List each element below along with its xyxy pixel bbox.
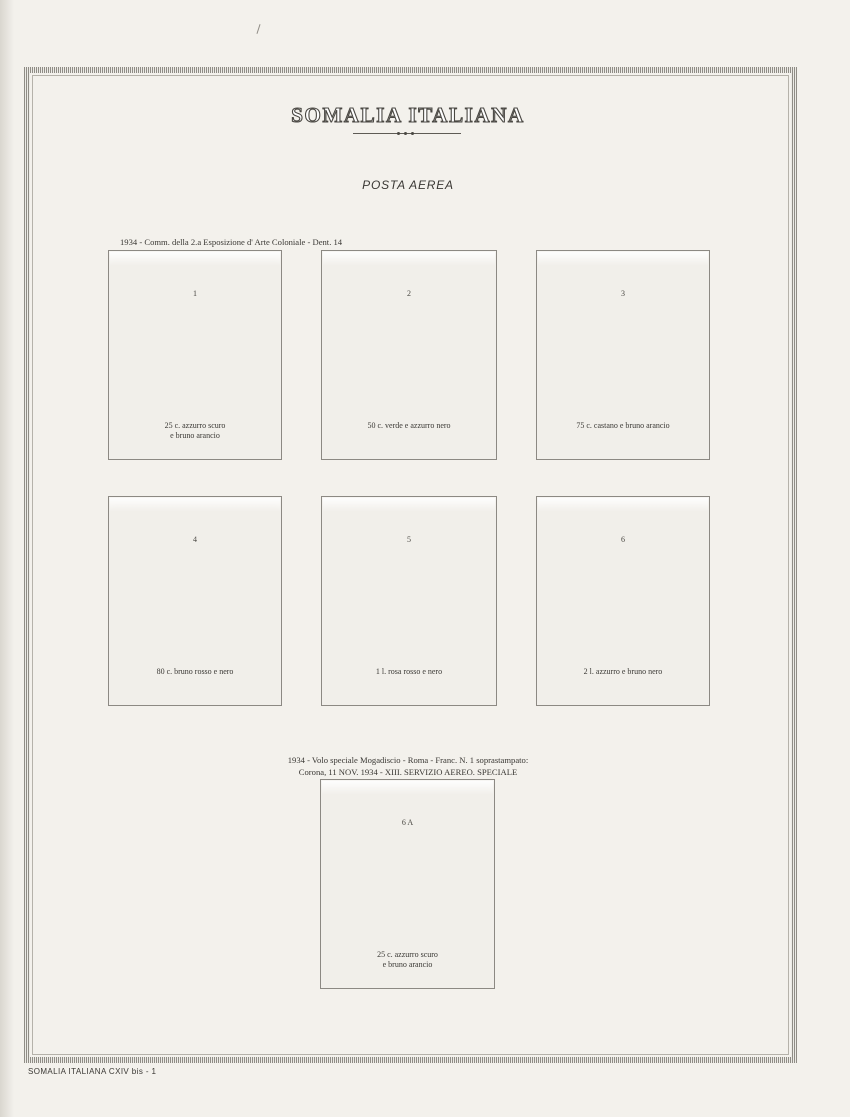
title-ornament [353, 131, 461, 137]
ornament-dot [404, 132, 407, 135]
stamp-mount-1 [108, 250, 282, 460]
stamp-description-line: e bruno arancio [382, 960, 433, 969]
stamp-mount-6a [320, 779, 495, 989]
stamp-number: 1 [193, 289, 197, 298]
series-heading-line: 1934 - Volo speciale Mogadiscio - Roma - Franc. N. 1 soprastampato: [287, 755, 529, 765]
ornament-dot [411, 132, 414, 135]
stamp-number: 2 [407, 289, 411, 298]
stamp-description [322, 421, 496, 431]
stamp-number: 4 [193, 535, 197, 544]
section-title: POSTA AEREA [362, 178, 454, 192]
stamp-description [537, 421, 709, 431]
stamp-number: 5 [407, 535, 411, 544]
stamp-mount-4 [108, 496, 282, 706]
page-footer: SOMALIA ITALIANA CXIV bis - 1 [28, 1067, 157, 1076]
stamp-mount-3 [536, 250, 710, 460]
stamp-description-line: 1 l. rosa rosso e nero [375, 667, 443, 676]
stamp-description-line: 75 c. castano e bruno arancio [576, 421, 670, 430]
stamp-description-line: 50 c. verde e azzurro nero [367, 421, 451, 430]
stray-pencil-mark [256, 24, 260, 34]
series-heading: 1934 - Comm. della 2.a Esposizione d' Arte Coloniale - Dent. 14 [120, 237, 343, 247]
stamp-number: 6 [621, 535, 625, 544]
ornament-dot [397, 132, 400, 135]
stamp-description [321, 950, 494, 970]
series-heading-line: Corona, 11 NOV. 1934 - XIII. SERVIZIO AEREO. SPECIALE [298, 767, 518, 777]
stamp-description-line: 80 c. bruno rosso e nero [156, 667, 234, 676]
series-heading [0, 754, 816, 778]
stamp-description-line: 2 l. azzurro e bruno nero [583, 667, 663, 676]
stamp-mount-5 [321, 496, 497, 706]
album-page-edge [0, 0, 14, 1117]
page-title: SOMALIA ITALIANA [291, 103, 525, 127]
stamp-number: 3 [621, 289, 625, 298]
stamp-description-line: 25 c. azzurro scuro [164, 421, 226, 430]
stamp-mount-6 [536, 496, 710, 706]
stamp-number: 6 A [401, 818, 414, 827]
stamp-description [537, 667, 709, 677]
ornament-line [353, 133, 461, 134]
stamp-description-line: 25 c. azzurro scuro [377, 950, 438, 959]
stamp-description-line: e bruno arancio [170, 431, 220, 440]
stamp-description [109, 667, 281, 677]
stamp-description [109, 421, 281, 441]
stamp-mount-2 [321, 250, 497, 460]
stamp-description [322, 667, 496, 677]
